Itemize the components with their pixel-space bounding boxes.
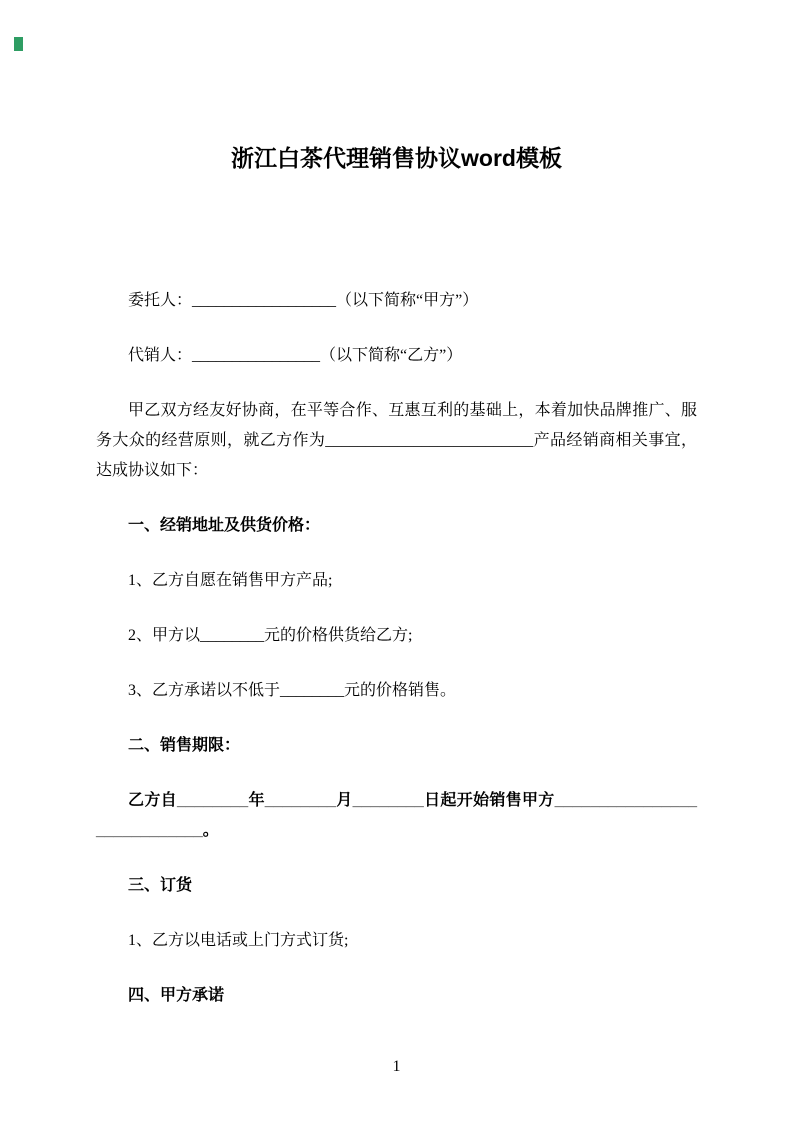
section-heading-3: 三、订货 [128,877,193,894]
paragraph-agent-line: 代销人：________________（以下简称“乙方”） [128,347,463,364]
document-body [96,142,697,1036]
section-heading-4: 四、甲方承诺 [128,987,225,1004]
clause-1-1: 1、乙方自愿在销售甲方产品; [128,572,333,589]
paragraph-intro: 甲乙双方经友好协商，在平等合作、互惠互利的基础上，本着加快品牌推广、服务大众的经营原则，就乙方作为__________________________产品经销商相关事宜，达成协议如下： [96,402,697,479]
paragraph-principal-line: 委托人：__________________（以下简称“甲方”） [128,292,479,309]
section-heading-2: 二、销售期限： [128,737,241,754]
page-number: 1 [392,1058,401,1075]
section-heading-1: 一、经销地址及供货价格： [128,517,321,534]
document-title: 浙江白茶代理销售协议word模板 [231,145,562,171]
clause-3-1: 1、乙方以电话或上门方式订货; [128,932,349,949]
clause-1-2: 2、甲方以________元的价格供货给乙方; [128,627,413,644]
corner-mark [14,37,23,51]
clause-2-1: 乙方自________年________月________日起开始销售甲方____________________________。 [96,792,697,839]
clause-1-3: 3、乙方承诺以不低于________元的价格销售。 [128,682,457,699]
